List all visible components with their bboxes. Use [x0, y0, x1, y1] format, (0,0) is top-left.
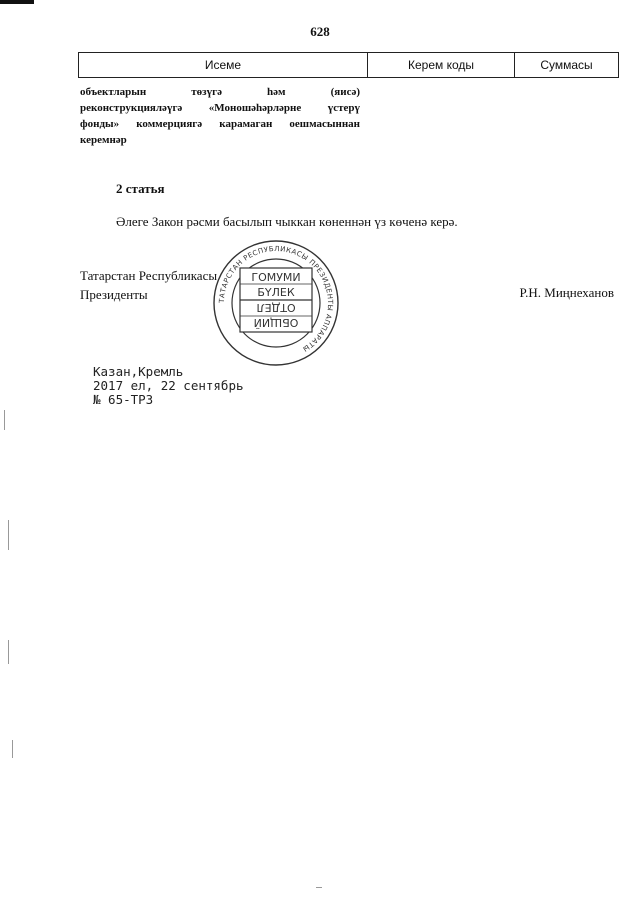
signature-position [80, 266, 217, 304]
scan-speck [8, 640, 9, 664]
stamp-line-2: БҮЛЕК [257, 286, 295, 299]
column-header-amount: Суммасы [515, 53, 619, 78]
revenue-item-description [80, 84, 360, 148]
stamp-line-3: ОТДЕЛ [256, 301, 296, 314]
signature-position-line-2: Президенты [80, 287, 148, 302]
stamp-line-4: ОБЩИЙ [253, 316, 299, 329]
place-number: № 65-ТРЗ [93, 392, 154, 407]
table-header-row [79, 53, 619, 78]
place-date-number [93, 365, 244, 407]
page-number: 628 [310, 24, 330, 39]
body-line: объектларын төзүгә һәм (яисә) [80, 86, 360, 98]
signature-position-line-1: Татарстан Республикасы [80, 268, 218, 283]
body-line: реконструкцияләүгә «Моношәһәрләрне үстерү [80, 102, 360, 114]
scan-speck [4, 410, 5, 430]
revenue-table-header [78, 52, 619, 78]
place-city: Казан,Кремль [93, 364, 184, 379]
column-header-code: Керем коды [368, 53, 515, 78]
column-header-name: Исеме [79, 53, 368, 78]
official-stamp [206, 238, 346, 368]
stamp-line-1: ГОМУМИ [251, 271, 301, 284]
body-line: керемнәр [80, 134, 127, 146]
scan-speck [316, 887, 322, 888]
article-title: 2 статья [116, 181, 165, 196]
place-date: 2017 ел, 22 сентябрь [93, 378, 244, 393]
scan-speck [12, 740, 13, 758]
scan-corner-mark [0, 0, 34, 4]
body-line: фонды» коммерциягә карамаган оешмасыннан [80, 118, 360, 130]
scan-speck [8, 520, 9, 550]
signature-name: Р.Н. Миңнеханов [519, 285, 614, 300]
article-text: Әлеге Закон рәсми басылып чыккан көненнән үз көченә керә. [116, 214, 458, 229]
stamp-ring-text: ТАТАРСТАН РЕСПУБЛИКАСЫ ПРЕЗИДЕНТЫ АППАРАТЫ [217, 244, 335, 354]
